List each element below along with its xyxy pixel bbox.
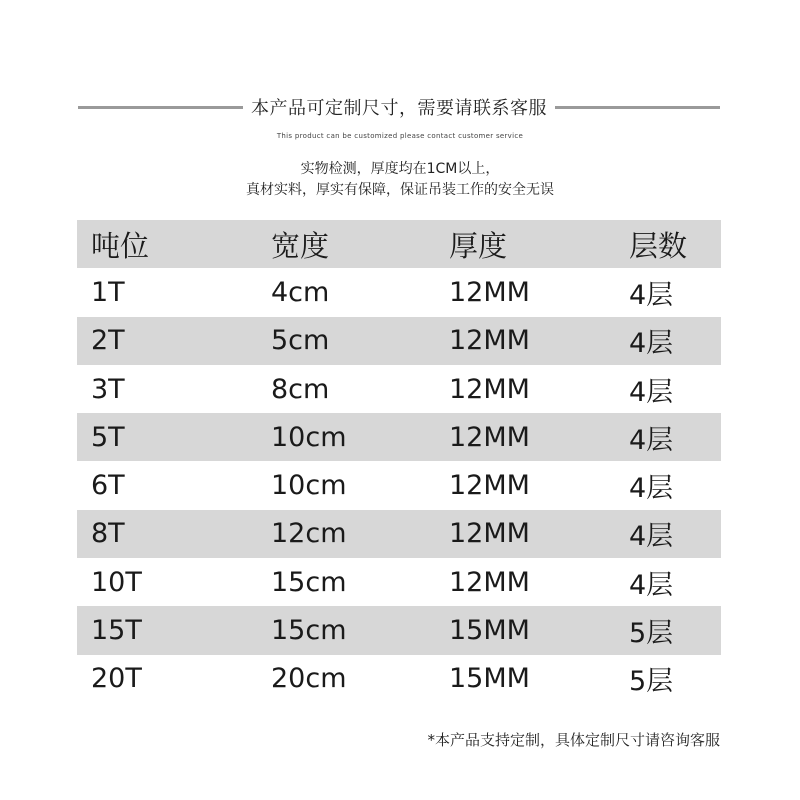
title-row (78, 93, 720, 121)
cell-thickness: 12MM (449, 276, 530, 308)
cell-tonnage: 10T (91, 566, 142, 598)
table-row (77, 413, 721, 461)
note-line-1: 实物检测，厚度均在1CM以上， (300, 161, 500, 177)
column-header-width: 宽度 (271, 228, 330, 263)
cell-width: 4cm (271, 276, 330, 308)
note-line-2: 真材实料，厚实有保障，保证吊装工作的安全无误 (246, 182, 554, 198)
cell-width: 8cm (271, 373, 330, 405)
cell-width: 15cm (271, 566, 347, 598)
cell-thickness: 15MM (449, 663, 530, 695)
table-body (77, 268, 721, 703)
cell-tonnage: 3T (91, 373, 125, 405)
cell-width: 15cm (271, 615, 347, 647)
title-rule-left (78, 106, 243, 109)
cell-thickness: 12MM (449, 421, 530, 453)
cell-layers: 4层 (629, 424, 674, 456)
cell-tonnage: 1T (91, 276, 125, 308)
cell-thickness: 12MM (449, 325, 530, 357)
cell-thickness: 12MM (449, 566, 530, 598)
cell-tonnage: 15T (91, 615, 142, 647)
cell-layers: 4层 (629, 473, 674, 505)
cell-layers: 4层 (629, 328, 674, 360)
cell-thickness: 12MM (449, 470, 530, 502)
table-row (77, 268, 721, 316)
cell-thickness: 12MM (449, 518, 530, 550)
column-header-thickness: 厚度 (449, 228, 508, 263)
column-header-tonnage: 吨位 (91, 228, 150, 263)
table-row (77, 317, 721, 365)
cell-width: 10cm (271, 470, 347, 502)
table-header-row (77, 220, 721, 268)
cell-tonnage: 2T (91, 325, 125, 357)
subtitle-english: This product can be customized please contact customer service (276, 132, 524, 140)
column-header-layers: 层数 (629, 228, 688, 263)
cell-layers: 4层 (629, 521, 674, 553)
cell-layers: 4层 (629, 376, 674, 408)
cell-tonnage: 6T (91, 470, 125, 502)
table-row (77, 558, 721, 606)
page-title: 本产品可定制尺寸，需要请联系客服 (251, 98, 547, 119)
table-row (77, 365, 721, 413)
cell-width: 12cm (271, 518, 347, 550)
table-row (77, 510, 721, 558)
cell-width: 10cm (271, 421, 347, 453)
cell-thickness: 15MM (449, 615, 530, 647)
cell-tonnage: 20T (91, 663, 142, 695)
table-row (77, 606, 721, 654)
footnote: *本产品支持定制，具体定制尺寸请咨询客服 (427, 731, 720, 749)
cell-tonnage: 8T (91, 518, 125, 550)
cell-layers: 5层 (629, 618, 674, 650)
spec-table (77, 220, 721, 703)
cell-layers: 4层 (629, 279, 674, 311)
cell-tonnage: 5T (91, 421, 125, 453)
cell-layers: 5层 (629, 666, 674, 698)
title-rule-right (555, 106, 720, 109)
cell-thickness: 12MM (449, 373, 530, 405)
cell-layers: 4层 (629, 569, 674, 601)
table-row (77, 461, 721, 509)
table-row (77, 655, 721, 703)
cell-width: 20cm (271, 663, 347, 695)
cell-width: 5cm (271, 325, 330, 357)
